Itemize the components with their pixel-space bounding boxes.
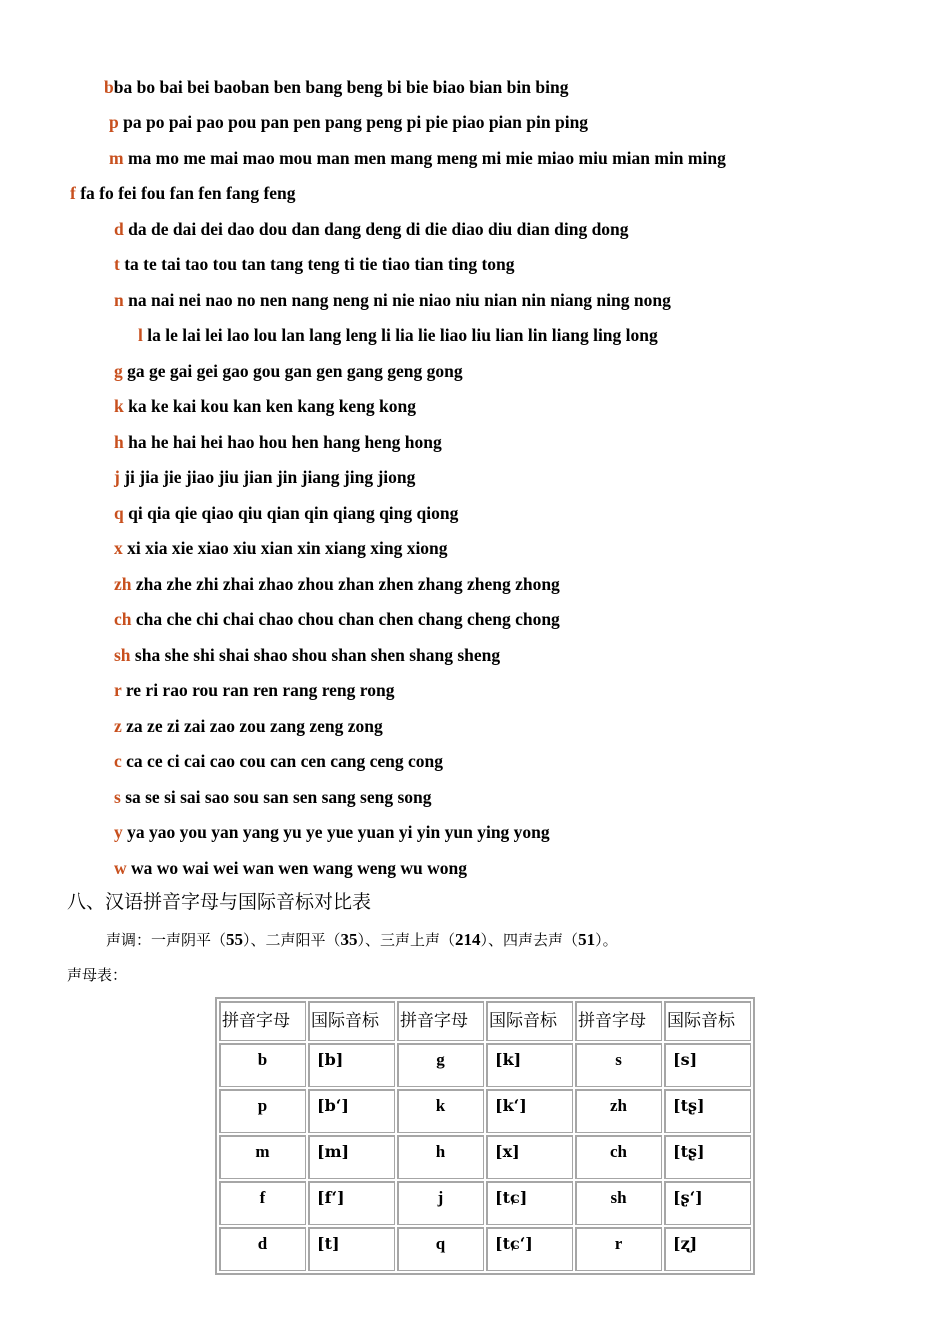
syllable-row-l [138,323,658,347]
tones-text: ）、三声上声（ [357,931,456,949]
ipa-cell: [f‘] [308,1181,395,1225]
syllable-row-sh [114,643,500,667]
syllable-list: ga ge gai gei gao gou gan gen gang geng gong [122,361,463,381]
pinyin-cell: ch [575,1135,662,1179]
syllable-row-t [114,252,515,276]
ipa-cell: [m] [308,1135,395,1179]
table-title: 声母表： [67,966,128,984]
initial-letter: d [114,219,124,239]
syllable-list: ka ke kai kou kan ken kang keng kong [123,396,417,416]
initial-letter: l [138,325,143,345]
syllable-list: xi xia xie xiao xiu xian xin xiang xing xiong [122,538,448,558]
syllable-row-f [70,181,296,205]
header-cell: 拼音字母 [397,1001,484,1041]
ipa-cell: [k‘] [486,1089,573,1133]
syllable-row-r [114,678,394,702]
initial-letter: c [114,751,122,771]
initial-letter: t [114,254,120,274]
tone-value: 55 [226,930,244,949]
ipa-cell: [t] [308,1227,395,1271]
initial-letter: y [114,822,123,842]
syllable-list: ba bo bai bei baoban ben bang beng bi bie biao bian bin bing [113,77,569,97]
syllable-list: zha zhe zhi zhai zhao zhou zhan zhen zhang zheng zhong [131,574,560,594]
syllable-row-q [114,501,458,525]
section-heading: 八、汉语拼音字母与国际音标对比表 [67,891,372,913]
ipa-cell: [x] [486,1135,573,1179]
syllable-list: qi qia qie qiao qiu qian qin qiang qing qiong [123,503,459,523]
syllable-row-p [109,110,588,134]
syllable-list: fa fo fei fou fan fen fang feng [75,183,296,203]
syllable-list: ma mo me mai mao mou man men mang meng mi mie miao miu mian min ming [123,148,726,168]
initial-letter: h [114,432,124,452]
initial-letter: x [114,538,123,558]
syllable-row-b [104,75,568,99]
syllable-row-z [114,714,383,738]
pinyin-cell: b [219,1043,306,1087]
pinyin-cell: k [397,1089,484,1133]
ipa-cell: [ʂ‘] [664,1181,751,1225]
syllable-list: pa po pai pao pou pan pen pang peng pi pie piao pian pin ping [118,112,589,132]
initial-letter: p [109,112,119,132]
initial-letter: k [114,396,124,416]
initial-letter: g [114,361,123,381]
pinyin-cell: d [219,1227,306,1271]
pinyin-cell: r [575,1227,662,1271]
pinyin-cell: m [219,1135,306,1179]
pinyin-cell: p [219,1089,306,1133]
syllable-list: za ze zi zai zao zou zang zeng zong [121,716,383,736]
pinyin-cell: s [575,1043,662,1087]
initial-letter: f [70,183,76,203]
syllable-list: re ri rao rou ran ren rang reng rong [121,680,395,700]
table-row [219,1043,751,1087]
tone-value: 214 [455,930,481,949]
initial-letter: sh [114,645,131,665]
initials-ipa-table [215,997,755,1275]
syllable-row-j [114,465,415,489]
syllable-row-x [114,536,448,560]
initial-letter: r [114,680,122,700]
initial-letter: s [114,787,121,807]
tone-value: 35 [340,930,358,949]
syllable-row-n [114,288,671,312]
syllable-row-ch [114,607,560,631]
header-cell: 国际音标 [664,1001,751,1041]
ipa-cell: [b] [308,1043,395,1087]
table-row [219,1135,751,1179]
header-cell: 国际音标 [486,1001,573,1041]
syllable-list: ta te tai tao tou tan tang teng ti tie tiao tian ting tong [119,254,515,274]
syllable-list: na nai nei nao no nen nang neng ni nie niao niu nian nin niang ning nong [123,290,671,310]
syllable-list: sa se si sai sao sou san sen sang seng song [120,787,432,807]
pinyin-cell: q [397,1227,484,1271]
syllable-list: ca ce ci cai cao cou can cen cang ceng cong [121,751,444,771]
syllable-row-g [114,359,463,383]
initial-letter: zh [114,574,132,594]
tone-value: 51 [578,930,596,949]
ipa-cell: [tʂ] [664,1089,751,1133]
syllable-list: da de dai dei dao dou dan dang deng di die diao diu dian ding dong [123,219,629,239]
syllable-list: cha che chi chai chao chou chan chen chang cheng chong [131,609,560,629]
pinyin-cell: h [397,1135,484,1179]
ipa-cell: [tɕ‘] [486,1227,573,1271]
header-cell: 拼音字母 [575,1001,662,1041]
ipa-cell: [tʂ] [664,1135,751,1179]
initial-letter: ch [114,609,132,629]
tones-text: ）、四声去声（ [480,931,579,949]
ipa-cell: [k] [486,1043,573,1087]
initial-letter: w [114,858,127,878]
syllable-list: ji jia jie jiao jiu jian jin jiang jing jiong [119,467,416,487]
syllable-row-k [114,394,416,418]
tones-line [106,928,618,952]
pinyin-cell: zh [575,1089,662,1133]
initial-letter: z [114,716,122,736]
syllable-list: ya yao you yan yang yu ye yue yuan yi yin yun ying yong [122,822,550,842]
syllable-row-c [114,749,443,773]
syllable-row-h [114,430,442,454]
pinyin-cell: sh [575,1181,662,1225]
syllable-list: la le lai lei lao lou lan lang leng li lia lie liao liu lian lin liang ling long [142,325,658,345]
ipa-cell: [b‘] [308,1089,395,1133]
syllable-row-y [114,820,550,844]
table-row [219,1181,751,1225]
syllable-row-d [114,217,629,241]
ipa-cell: [ʐ] [664,1227,751,1271]
table-row [219,1227,751,1271]
ipa-cell: [tɕ] [486,1181,573,1225]
initial-letter: m [109,148,124,168]
syllable-list: wa wo wai wei wan wen wang weng wu wong [126,858,467,878]
initial-letter: j [114,467,120,487]
pinyin-cell: j [397,1181,484,1225]
syllable-row-s [114,785,432,809]
syllable-list: sha she shi shai shao shou shan shen shang sheng [130,645,501,665]
tones-text: ）。 [595,931,618,949]
pinyin-cell: g [397,1043,484,1087]
table-row [219,1089,751,1133]
syllable-list: ha he hai hei hao hou hen hang heng hong [123,432,442,452]
syllable-row-zh [114,572,560,596]
header-cell: 拼音字母 [219,1001,306,1041]
tones-text: ）、二声阳平（ [243,931,341,949]
syllable-row-m [109,146,726,170]
table-header-row [219,1001,751,1041]
initial-letter: b [104,77,114,97]
initial-letter: q [114,503,124,523]
syllable-row-w [114,856,467,880]
initial-letter: n [114,290,124,310]
header-cell: 国际音标 [308,1001,395,1041]
ipa-cell: [s] [664,1043,751,1087]
tones-text: 声调：一声阴平（ [106,931,227,949]
pinyin-cell: f [219,1181,306,1225]
